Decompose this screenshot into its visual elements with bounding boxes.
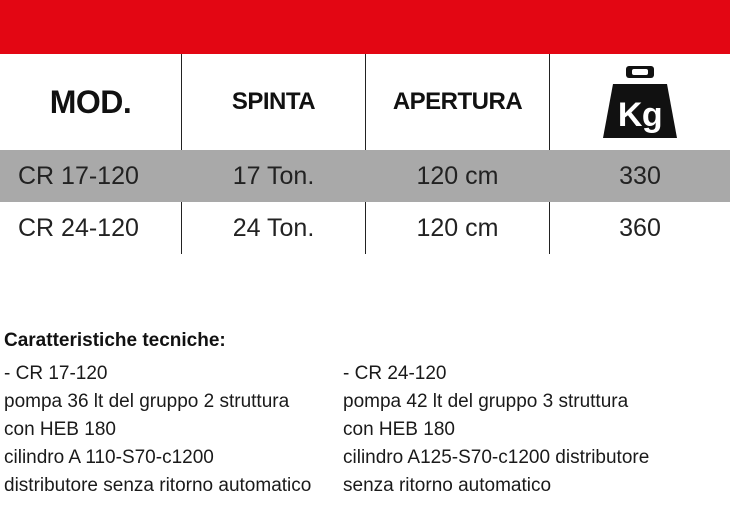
- header-opening: APERTURA: [392, 88, 523, 115]
- notes-line: pompa 36 lt del gruppo 2 struttura: [4, 391, 290, 412]
- row-thrust: 24 Ton.: [232, 213, 315, 242]
- notes-line: distributore senza ritorno automatico: [4, 475, 312, 496]
- row-weight: 330: [619, 161, 661, 190]
- notes-line: cilindro A125-S70-c1200 distributore: [343, 447, 650, 468]
- notes-line: senza ritorno automatico: [343, 475, 552, 496]
- notes-line: con HEB 180: [4, 419, 116, 440]
- row-model: CR 24-120: [18, 213, 139, 242]
- notes-title: Caratteristiche tecniche:: [4, 330, 226, 351]
- row-model: CR 17-120: [18, 161, 139, 190]
- notes-line: pompa 42 lt del gruppo 3 struttura: [343, 391, 629, 412]
- header-model: MOD.: [49, 83, 132, 120]
- notes-line: - CR 24-120: [343, 363, 447, 384]
- kg-weight-icon: [599, 64, 681, 140]
- notes-left-column: [4, 360, 311, 500]
- notes-line: cilindro A 110-S70-c1200: [4, 447, 214, 468]
- table-row: [0, 202, 730, 254]
- table-row: [0, 150, 730, 202]
- notes-line: con HEB 180: [343, 419, 455, 440]
- row-opening: 120 cm: [416, 161, 499, 190]
- header-weight: [550, 54, 730, 150]
- header-thrust: SPINTA: [231, 88, 316, 115]
- row-weight: 360: [619, 213, 661, 242]
- notes-right-column: [343, 360, 649, 500]
- kg-label: Kg: [617, 96, 663, 134]
- header-red-bar: [0, 0, 730, 54]
- notes-line: - CR 17-120: [4, 363, 108, 384]
- row-opening: 120 cm: [416, 213, 499, 242]
- row-thrust: 17 Ton.: [232, 161, 315, 190]
